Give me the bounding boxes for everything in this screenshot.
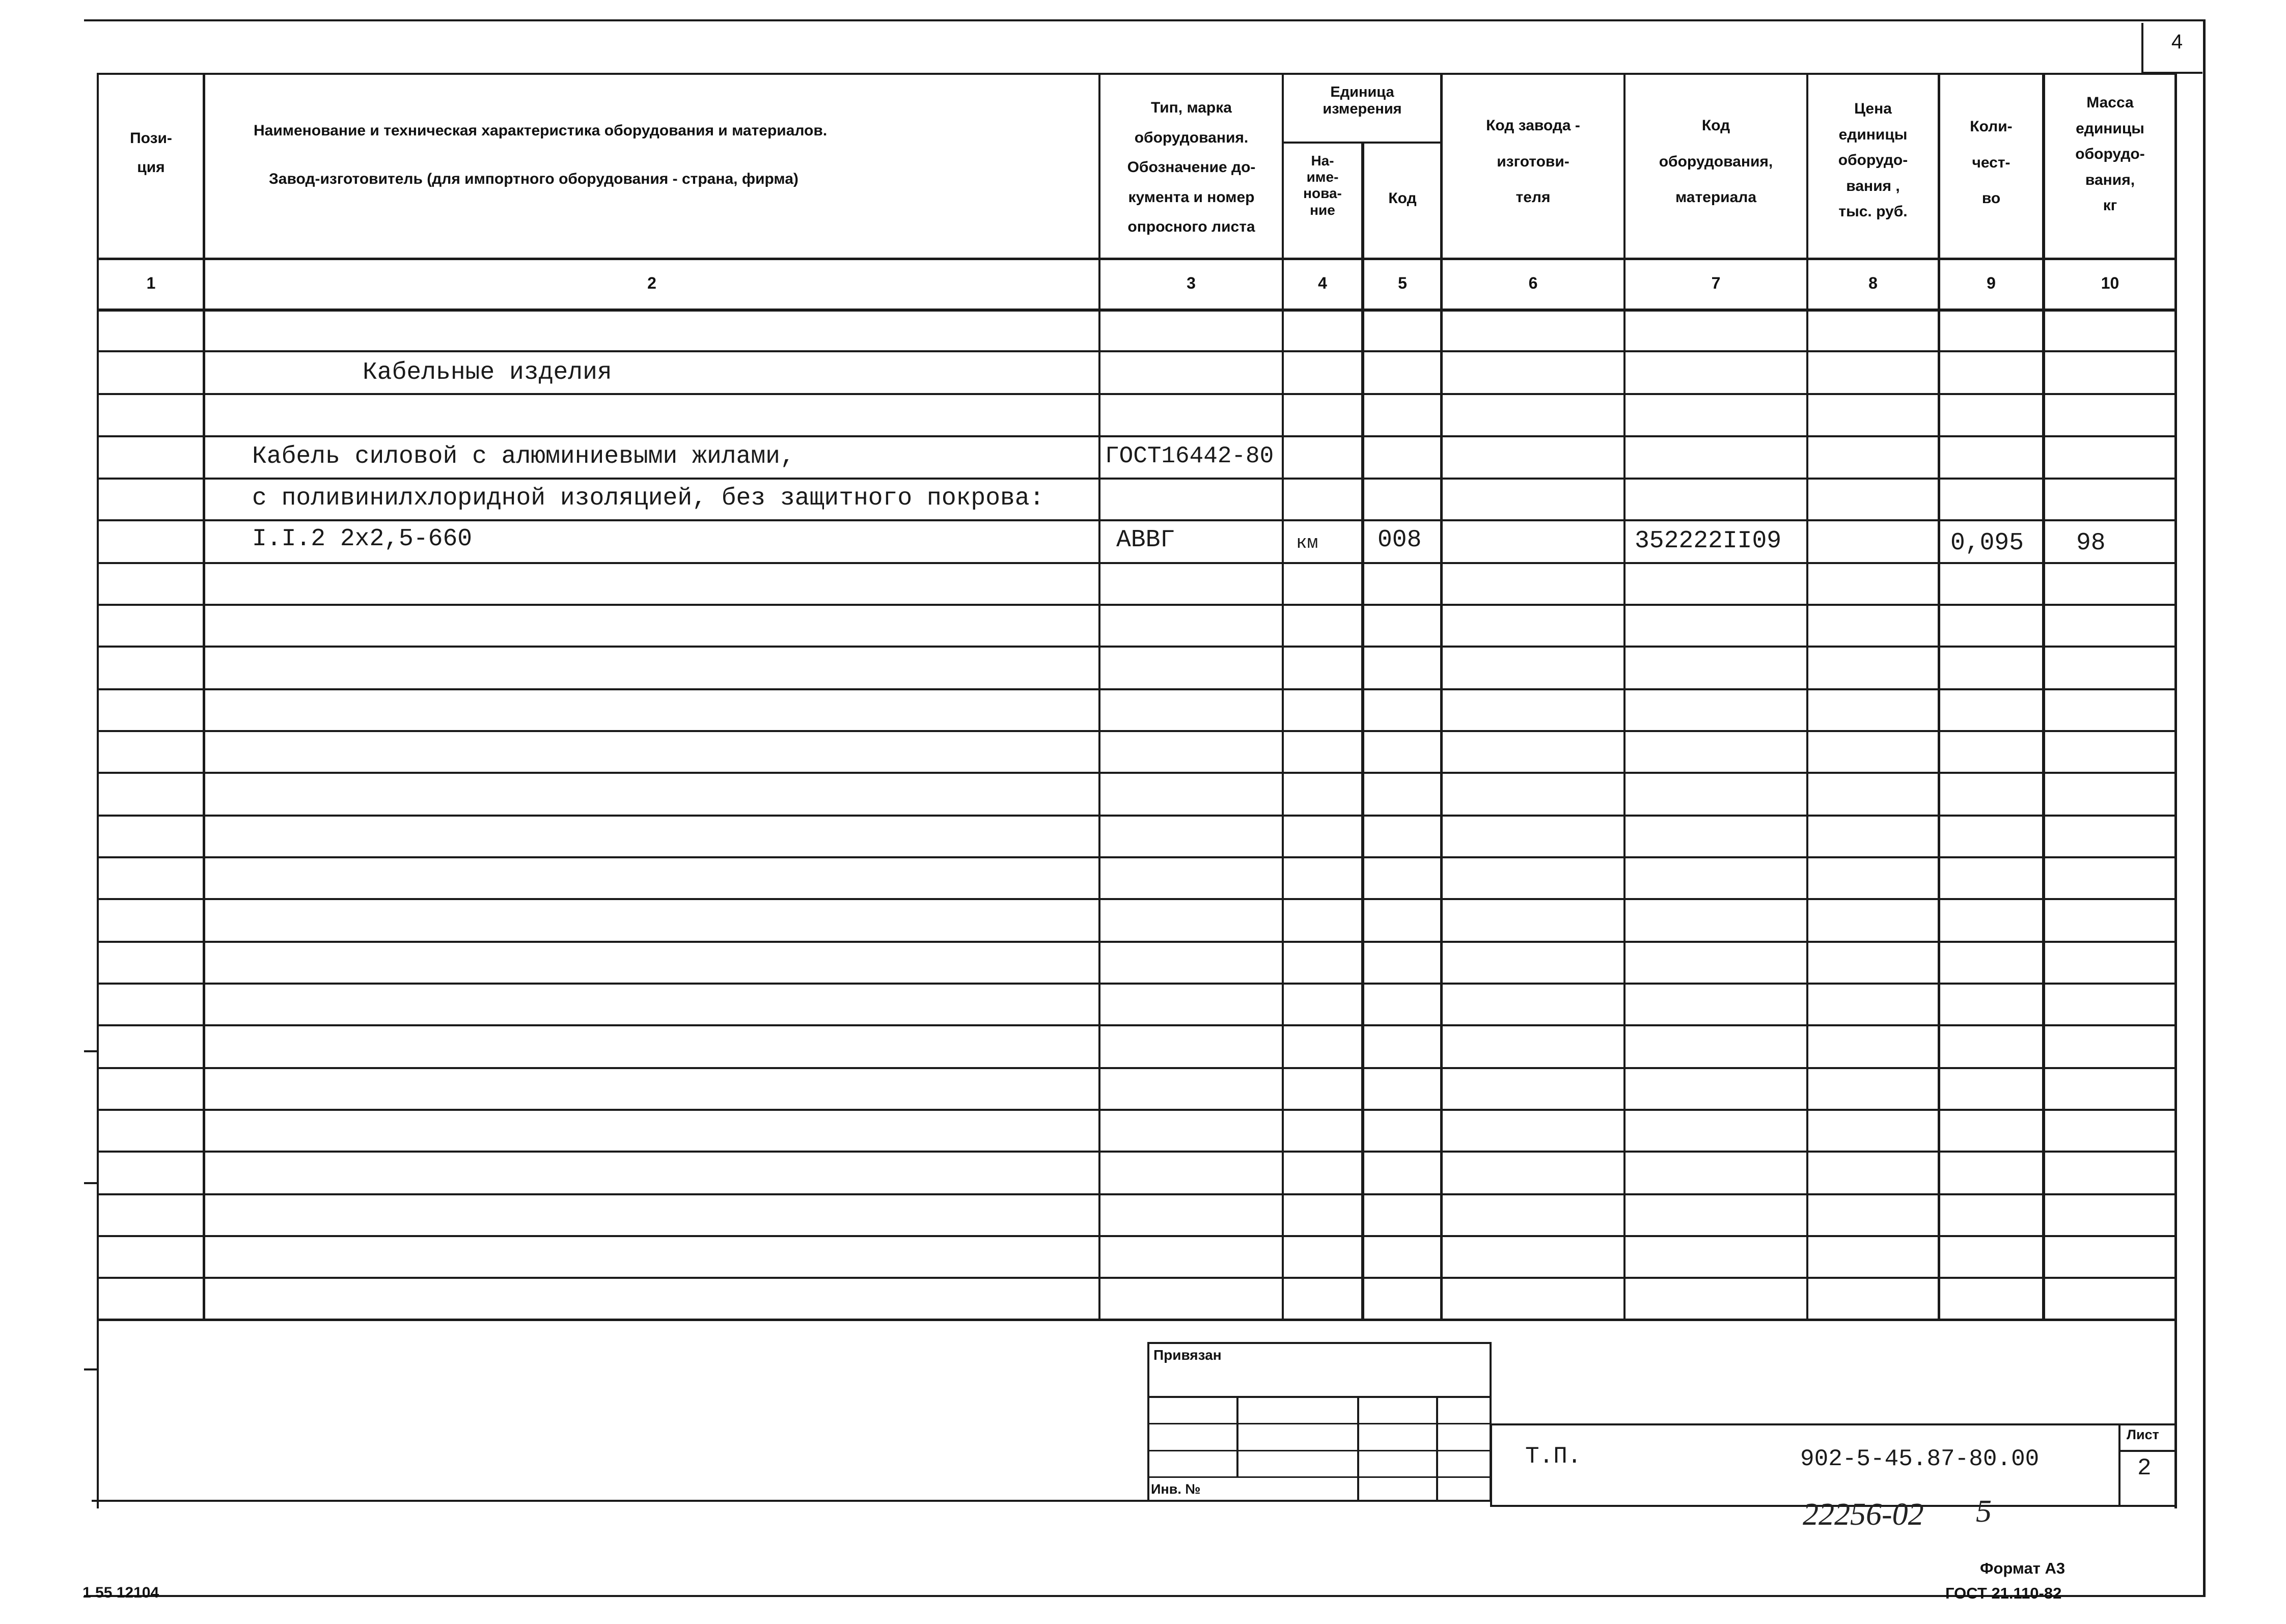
stamp-line — [1147, 1423, 1492, 1424]
row-line — [97, 1109, 2177, 1111]
row-line — [97, 478, 2177, 480]
row-line — [97, 350, 2177, 352]
row-line — [97, 519, 2177, 521]
margin-tick — [84, 1050, 98, 1052]
table-body-bottom — [97, 1319, 2177, 1321]
document-code: 902-5-45.87-80.00 — [1800, 1446, 2040, 1472]
tp-left — [1490, 1423, 1492, 1507]
tp-label: Т.П. — [1525, 1443, 1582, 1470]
row-line — [97, 1067, 2177, 1069]
row-line — [97, 1277, 2177, 1279]
row-line — [97, 898, 2177, 900]
header-position: Пози- ция — [130, 130, 172, 176]
cable-standard: ГОСТ16442-80 — [1105, 443, 1274, 469]
row-line — [97, 1235, 2177, 1237]
stamp-col — [1236, 1396, 1238, 1477]
row-line — [97, 562, 2177, 564]
row-line — [97, 1193, 2177, 1195]
column-number: 3 — [1187, 274, 1196, 292]
row-line — [97, 1024, 2177, 1026]
header-name-line1: Наименование и техническая характеристика оборудования и материалов. — [254, 122, 828, 139]
row-line — [97, 1151, 2177, 1153]
table-top — [97, 73, 2177, 75]
header-material-code: Код оборудования, материала — [1659, 117, 1773, 206]
row-line — [97, 688, 2177, 690]
margin-tick — [84, 1368, 98, 1370]
item-name: I.I.2 2x2,5-660 — [252, 525, 473, 553]
stamp-line — [1147, 1450, 1492, 1451]
column-number: 8 — [1868, 274, 1878, 292]
bound-stamp-label: Привязан — [1153, 1347, 1222, 1363]
corner-box-left — [2141, 23, 2143, 74]
gost-label: ГОСТ 21.110-82 — [1945, 1584, 2062, 1602]
format-label: Формат А3 — [1980, 1559, 2065, 1577]
header-price: Цена единицы оборудо- вания , тыс. руб. — [1838, 100, 1908, 220]
corner-sheet-number: 4 — [2171, 31, 2183, 53]
row-line — [97, 941, 2177, 943]
header-type: Тип, марка оборудования. Обозначение до- кумента и номер опросного листа — [1127, 99, 1256, 235]
column-number: 2 — [647, 274, 656, 292]
column-number: 5 — [1398, 274, 1407, 292]
header-mass: Масса единицы оборудо- вания, кг — [2075, 94, 2145, 214]
margin-tick — [84, 1182, 98, 1184]
colnum-bottom-line — [97, 309, 2177, 312]
handwritten-code: 22256-02 — [1803, 1497, 1924, 1532]
sheet-label: Лист — [2127, 1427, 2159, 1442]
frame-bottom — [84, 1595, 2206, 1597]
row-line — [97, 604, 2177, 606]
row-line — [97, 772, 2177, 774]
stamp-line — [1147, 1396, 1492, 1398]
item-unit-code: 008 — [1378, 526, 1422, 554]
print-code: 1 55 12104 — [82, 1584, 159, 1601]
stamp-line — [1147, 1476, 1492, 1478]
column-number: 9 — [1987, 274, 1996, 292]
section-title: Кабельные изделия — [363, 359, 612, 386]
item-type: АВВГ — [1116, 526, 1175, 554]
handwritten-number: 5 — [1976, 1494, 1992, 1529]
sheet-number: 2 — [2137, 1455, 2152, 1481]
row-line — [97, 983, 2177, 985]
inventory-number-label: Инв. № — [1151, 1481, 1201, 1497]
header-quantity: Коли- чест- во — [1970, 118, 2013, 207]
item-quantity: 0,095 — [1950, 529, 2024, 557]
column-number: 7 — [1711, 274, 1721, 292]
item-unit: км — [1296, 533, 1318, 553]
row-line — [97, 815, 2177, 817]
sheet-cell-divider — [2118, 1450, 2177, 1452]
unit-subheader-line — [1282, 142, 1442, 144]
cable-description-line2: с поливинилхлоридной изоляцией, без защитного покрова: — [252, 485, 1044, 512]
header-bottom-line — [97, 258, 2177, 260]
row-line — [97, 435, 2177, 437]
frame-right — [2203, 19, 2206, 1597]
row-line — [97, 730, 2177, 732]
tp-line — [1492, 1423, 2177, 1425]
row-line — [97, 393, 2177, 395]
header-name-line2: Завод-изготовитель (для импортного оборудования - страна, фирма) — [269, 171, 798, 187]
header-factory-code: Код завода - изготови- теля — [1486, 117, 1580, 206]
item-material-code: 352222II09 — [1635, 527, 1782, 555]
header-unit: Единица измерения — [1323, 84, 1402, 118]
header-unit-name: На- име- нова- ние — [1303, 153, 1342, 218]
stamp-col — [1436, 1396, 1438, 1502]
column-number: 4 — [1318, 274, 1327, 292]
cable-description-line1: Кабель силовой с алюминиевыми жилами, — [252, 443, 795, 470]
header-unit-code: Код — [1388, 190, 1417, 207]
column-number: 1 — [146, 274, 156, 292]
row-line — [97, 646, 2177, 648]
top-rule — [84, 19, 2205, 21]
sheet-cell-left — [2118, 1423, 2120, 1507]
column-number: 6 — [1528, 274, 1538, 292]
row-line — [97, 856, 2177, 858]
item-mass: 98 — [2076, 529, 2106, 557]
stamp-col — [1357, 1396, 1359, 1502]
column-number: 10 — [2101, 274, 2119, 292]
